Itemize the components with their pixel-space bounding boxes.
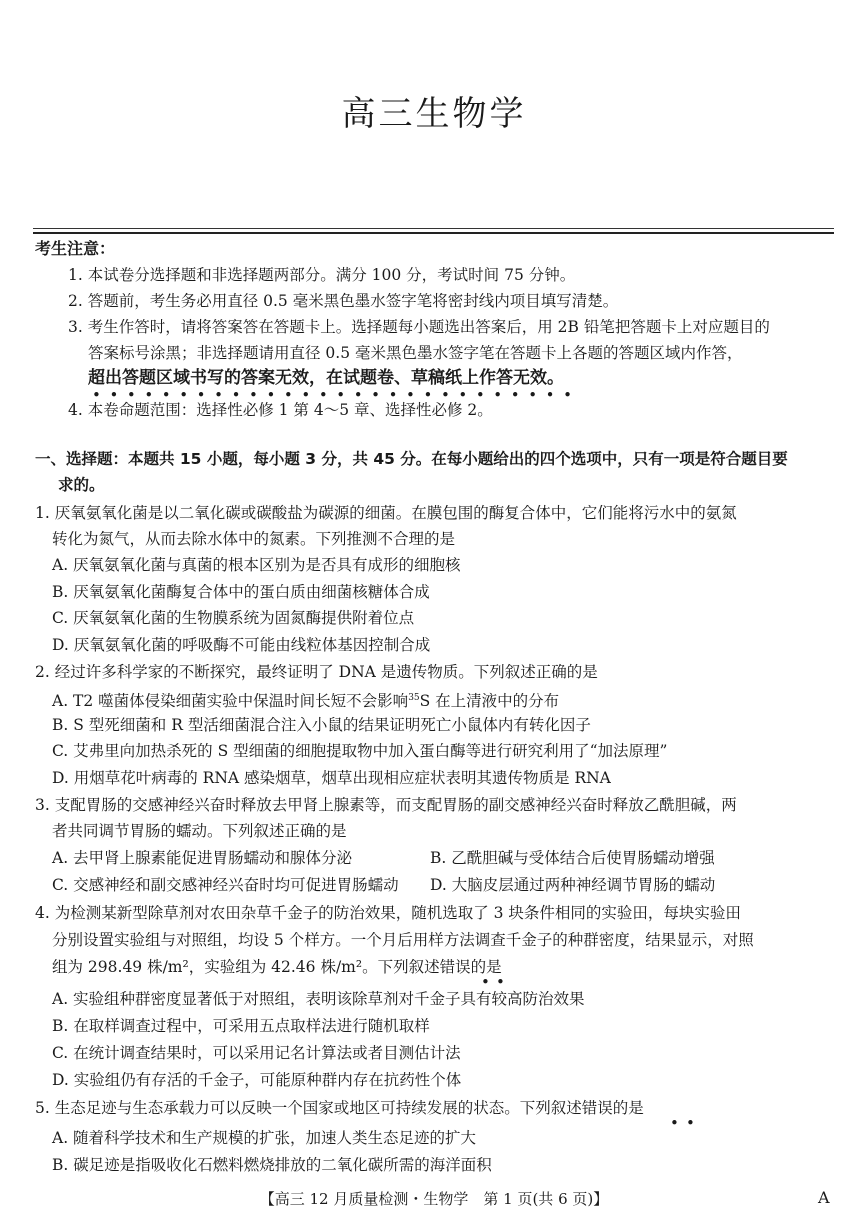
q3-stem-cont: 者共同调节胃肠的蠕动。下列叙述正确的是 [52, 822, 347, 840]
q2-option-c: C. 艾弗里向加热杀死的 S 型细菌的细胞提取物中加入蛋白酶等进行研究利用了“加法原理” [52, 742, 668, 760]
q4-option-d: D. 实验组仍有存活的千金子，可能原种群内存在抗药性个体 [52, 1071, 462, 1089]
q3-stem: 3. 支配胃肠的交感神经兴奋时释放去甲肾上腺素等，而支配胃肠的副交感神经兴奋时释放乙酰胆碱，两 [35, 796, 737, 814]
q1-option-b: B. 厌氧氨氧化菌酶复合体中的蛋白质由细菌核糖体合成 [52, 583, 430, 601]
q3-option-a: A. 去甲肾上腺素能促进胃肠蠕动和腺体分泌 [52, 849, 353, 867]
notice-item-2: 2. 答题前，考生务必用直径 0.5 毫米黑色墨水签字笔将密封线内项目填写清楚。 [68, 292, 619, 310]
q5-option-a: A. 随着科学技术和生产规模的扩张，加速人类生态足迹的扩大 [52, 1129, 477, 1147]
q1-stem-cont: 转化为氮气，从而去除水体中的氮素。下列推测不合理的是 [52, 530, 456, 548]
q4-stem-cont-1: 分别设置实验组与对照组，均设 5 个样方。一个月后用样方法调查千金子的种群密度，结果显示，对照 [52, 931, 754, 949]
q5-option-b: B. 碳足迹是指吸收化石燃料燃烧排放的二氧化碳所需的海洋面积 [52, 1156, 492, 1174]
paper-version-flag: A [818, 1188, 830, 1207]
q4-option-b: B. 在取样调查过程中，可采用五点取样法进行随机取样 [52, 1017, 430, 1035]
q5-emphasis-dot-2: • [686, 1114, 695, 1132]
q3-option-c: C. 交感神经和副交感神经兴奋时均可促进胃肠蠕动 [52, 876, 399, 894]
q1-stem: 1. 厌氧氨氧化菌是以二氧化碳或碳酸盐为碳源的细菌。在膜包围的酶复合体中，它们能将污水中的氨氮 [35, 504, 737, 522]
q3-option-d: D. 大脑皮层通过两种神经调节胃肠的蠕动 [430, 876, 716, 894]
notice-heading: 考生注意： [35, 239, 116, 258]
emphasis-dots: •••••••••••••••••••••••••••• [92, 386, 581, 404]
section-heading-cont: 求的。 [58, 476, 105, 494]
notice-item-3: 3. 考生作答时，请将答案答在答题卡上。选择题每小题选出答案后，用 2B 铅笔把答题卡上对应题目的 [68, 318, 770, 336]
q4-emphasis-dot-2: • [496, 973, 505, 991]
q2-option-d: D. 用烟草花叶病毒的 RNA 感染烟草，烟草出现相应症状表明其遗传物质是 RNA [52, 769, 611, 787]
q2-option-a: A. T2 噬菌体侵染细菌实验中保温时间长短不会影响$^{35}$S 在上清液中的分布 [52, 692, 560, 711]
notice-item-3-cont: 答案标号涂黑；非选择题请用直径 0.5 毫米黑色墨水签字笔在答题卡上各题的答题区域内作答， [88, 344, 743, 362]
q4-stem-cont-2: 组为 298.49 株/m²，实验组为 42.46 株/m²。下列叙述错误的是 [52, 958, 502, 976]
q1-option-a: A. 厌氧氨氧化菌与真菌的根本区别为是否具有成形的细胞核 [52, 556, 461, 574]
q4-stem: 4. 为检测某新型除草剂对农田杂草千金子的防治效果，随机选取了 3 块条件相同的实验田，每块实验田 [35, 904, 741, 922]
notice-item-1: 1. 本试卷分选择题和非选择题两部分。满分 100 分，考试时间 75 分钟。 [68, 266, 576, 284]
divider-thin [33, 228, 834, 229]
q2-option-b: B. S 型死细菌和 R 型活细菌混合注入小鼠的结果证明死亡小鼠体内有转化因子 [52, 716, 591, 734]
q1-option-d: D. 厌氧氨氧化菌的呼吸酶不可能由线粒体基因控制合成 [52, 636, 431, 654]
q4-option-a: A. 实验组种群密度显著低于对照组，表明该除草剂对千金子具有较高防治效果 [52, 990, 585, 1008]
notice-emphasis: 超出答题区域书写的答案无效，在试题卷、草稿纸上作答无效。 [88, 368, 564, 388]
q2-stem: 2. 经过许多科学家的不断探究，最终证明了 DNA 是遗传物质。下列叙述正确的是 [35, 663, 598, 681]
page-footer: 【高三 12 月质量检测・生物学 第 1 页(共 6 页)】 [259, 1190, 609, 1208]
page-title: 高三生物学 [341, 94, 527, 134]
q5-emphasis-dot-1: • [670, 1114, 679, 1132]
q3-option-b: B. 乙酰胆碱与受体结合后使胃肠蠕动增强 [430, 849, 715, 867]
q4-emphasis-dot-1: • [481, 973, 490, 991]
section-heading: 一、选择题：本题共 15 小题，每小题 3 分，共 45 分。在每小题给出的四个选项中，只有一项是符合题目要 [35, 450, 788, 468]
divider-thick [33, 232, 834, 234]
q4-option-c: C. 在统计调查结果时，可以采用记名计算法或者目测估计法 [52, 1044, 461, 1062]
notice-item-4: 4. 本卷命题范围：选择性必修 1 第 4～5 章、选择性必修 2。 [68, 401, 493, 419]
q5-stem: 5. 生态足迹与生态承载力可以反映一个国家或地区可持续发展的状态。下列叙述错误的是 [35, 1099, 644, 1117]
q1-option-c: C. 厌氧氨氧化菌的生物膜系统为固氮酶提供附着位点 [52, 609, 415, 627]
